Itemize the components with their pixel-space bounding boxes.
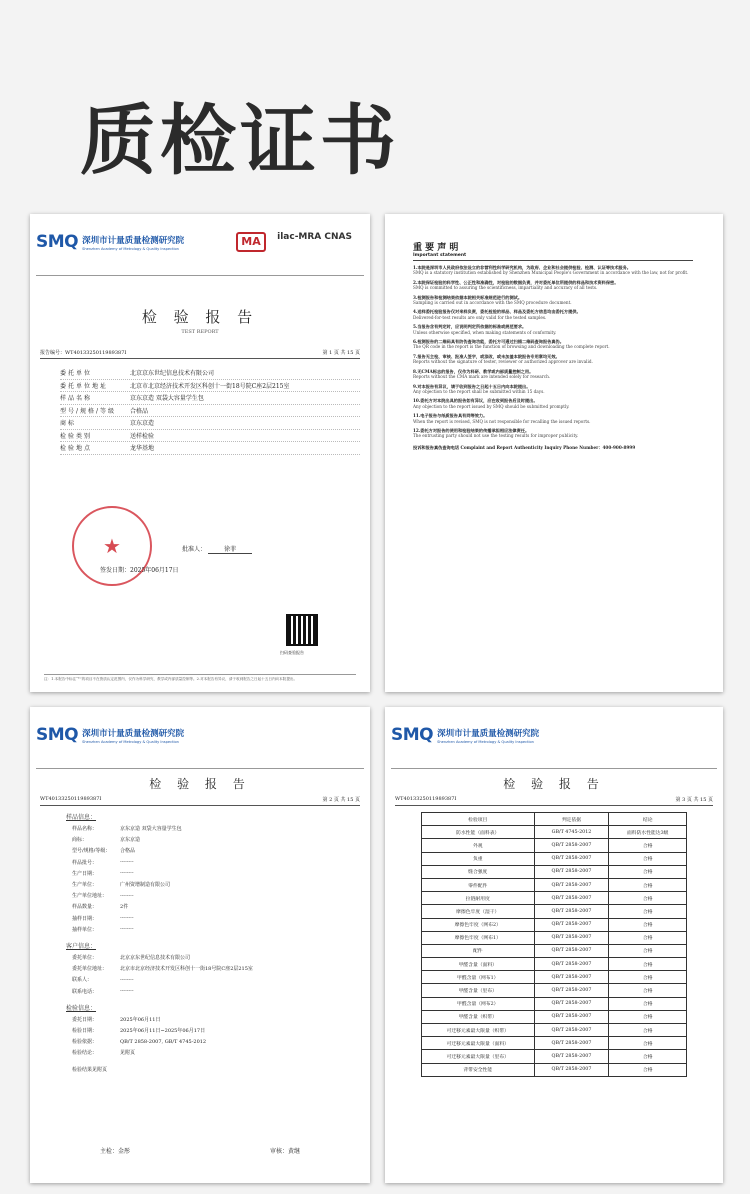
table-cell: QB/T 2858-2007 <box>534 958 609 971</box>
table-row <box>422 852 687 865</box>
report-number-row <box>40 349 360 359</box>
table-row <box>422 971 687 984</box>
clause-text-en: Reports without the CMA mark are intended solely for research. <box>413 374 551 380</box>
field-row <box>72 1025 360 1036</box>
field-label: 委托单位地址： <box>72 966 108 973</box>
field-label: 抽样单位： <box>72 926 98 933</box>
field-row <box>72 879 360 890</box>
field-label: 样品名称： <box>72 826 98 833</box>
table-cell: 合格 <box>609 839 687 852</box>
field-label: 生产单位地址： <box>72 893 108 900</box>
field-value: -------- <box>120 915 134 922</box>
reviewer-name: 黄继 <box>288 1148 301 1155</box>
smq-logo <box>36 725 184 745</box>
table-cell: QB/T 2858-2007 <box>534 971 609 984</box>
report-number: WT4013325011989387I <box>395 796 457 802</box>
cover-footer: 注：1.本报告中标注“*”的项目不在资质认定范围内，仅作为科学研究、教学或内部质量控制等。2.对本报告有异议，请于收到报告之日起十五日内向本院提出。 <box>44 674 356 683</box>
table-row <box>422 1037 687 1050</box>
statement-clause <box>413 369 699 380</box>
table-cell: 防水性能（面料表） <box>422 826 535 839</box>
table-cell: 摩擦色牢度（湿干） <box>422 905 535 918</box>
smq-logo <box>391 725 539 745</box>
field-row <box>72 1014 360 1025</box>
table-cell: 甲醛含量（里布） <box>422 984 535 997</box>
signers-row <box>30 1146 370 1155</box>
logo-name-en: Shenzhen Academy of Metrology & Quality Inspection <box>82 739 179 744</box>
field-value: 北京京东世纪信息技术有限公司 <box>130 370 215 378</box>
table-cell: 合格 <box>609 997 687 1010</box>
table-cell: QB/T 2858-2007 <box>534 878 609 891</box>
field-value: 合格品 <box>120 848 136 855</box>
field-label: 商标： <box>72 837 88 844</box>
field-label: 联系电话： <box>72 988 98 995</box>
field-value: -------- <box>120 988 134 995</box>
field-row <box>60 392 360 405</box>
field-row <box>60 430 360 443</box>
statement-subtitle: Important statement <box>413 253 693 261</box>
table-row <box>422 1024 687 1037</box>
table-cell: 合格 <box>609 878 687 891</box>
logo-mark: SMQ <box>391 725 434 745</box>
clause-text-en: Unless otherwise specified, when making statements of conformity. <box>413 329 557 335</box>
table-cell: QB/T 2858-2007 <box>534 997 609 1010</box>
field-row <box>60 417 360 430</box>
table-body <box>422 826 687 1077</box>
clause-text-en: When the report is revised, SMQ is not responsible for recalling the issued reports. <box>413 418 591 424</box>
table-row <box>422 918 687 931</box>
table-cell: 摩擦色牢度（网布2） <box>422 918 535 931</box>
table-row <box>422 839 687 852</box>
clause-text-cn: 2.本院保证检验的科学性、公正性和准确性，对检验的数据负责，并对委托单位所提供的样品和技术资料保密。 <box>413 279 619 285</box>
field-row <box>72 1036 360 1047</box>
table-cell: QB/T 2858-2007 <box>534 892 609 905</box>
field-value: -------- <box>120 976 134 983</box>
field-row <box>60 380 360 393</box>
field-row <box>72 890 360 901</box>
report-subtitle: TEST REPORT <box>181 329 219 335</box>
field-value: 京东京造 双袋大容量学生包 <box>130 395 204 403</box>
approver-label: 批准人： <box>182 546 207 553</box>
field-label: 型号/规格/等级： <box>72 848 111 855</box>
logo-mark: SMQ <box>36 232 79 252</box>
statement-page <box>385 214 723 692</box>
clause-text-en: Delivered-for-test results are only valid for the tested samples. <box>413 314 547 320</box>
field-value: -------- <box>120 926 134 933</box>
field-value: 见附页 <box>120 1050 136 1057</box>
field-label: 检验结论： <box>72 1050 98 1057</box>
table-cell: GB/T 4745-2012 <box>534 826 609 839</box>
report-title: 检 验 报 告 <box>503 777 605 791</box>
sample-fields <box>30 823 370 935</box>
clause-text-en: The entrusting party should not use the testing results for improper publicity. <box>413 433 579 439</box>
field-row <box>72 845 360 856</box>
table-row <box>422 1063 687 1076</box>
table-row <box>422 892 687 905</box>
table-cell: QB/T 2858-2007 <box>534 918 609 931</box>
table-cell: 合格 <box>609 971 687 984</box>
field-value: 2025年06月11日~2025年06月17日 <box>120 1027 206 1034</box>
approver-name: 徐菲 <box>208 546 252 554</box>
table-cell: 背带安全性能 <box>422 1063 535 1076</box>
field-row <box>72 952 360 963</box>
field-label: 抽样日期： <box>72 915 98 922</box>
clause-text-en: Any objection to the report issued by SMQ should be submitted promptly. <box>413 403 570 409</box>
client-fields <box>30 952 370 997</box>
page-number: 第 1 页 共 15 页 <box>322 350 360 356</box>
table-cell: 外观 <box>422 839 535 852</box>
table-cell: 合格 <box>609 1010 687 1023</box>
field-value: QB/T 2858-2007, GB/T 4745-2012 <box>120 1038 207 1045</box>
table-cell: 合格 <box>609 1037 687 1050</box>
clause-text-en: Reports without the signature of tester, reviewer or authorized approver are invalid. <box>413 359 593 365</box>
table-row <box>422 931 687 944</box>
table-header-row <box>422 813 687 826</box>
table-cell: 可迁移元素最大限量（织带） <box>422 1024 535 1037</box>
table-cell: QB/T 2858-2007 <box>534 984 609 997</box>
table-row <box>422 997 687 1010</box>
table-cell: 甲醛含量（网布1） <box>422 971 535 984</box>
table-cell: 合格 <box>609 918 687 931</box>
table-cell: QB/T 2858-2007 <box>534 905 609 918</box>
smq-logo <box>36 232 184 252</box>
table-cell: 合格 <box>609 1063 687 1076</box>
table-row <box>422 944 687 957</box>
clause-text-en: The QR code in the report is the function of browsing and downloading the complete report. <box>413 344 610 350</box>
field-value: 京东京造 <box>130 420 155 428</box>
table-cell: 零件配件 <box>422 878 535 891</box>
field-row <box>72 857 360 868</box>
clause-text-cn: 4.送样委托检验报告仅对来样负责，委托检验的样品、样品及委托方信息均由委托方提供。 <box>413 309 581 315</box>
issue-date: 签发日期：2025年06月17日 <box>100 567 179 574</box>
statement-clause <box>413 354 699 365</box>
field-row <box>72 985 360 996</box>
statement-clauses <box>385 265 723 439</box>
table-cell: 合格 <box>609 984 687 997</box>
client-section-title: 客户信息： <box>66 942 97 950</box>
table-cell: 拉链耐用度 <box>422 892 535 905</box>
table-cell: 可迁移元素最大限量（里布） <box>422 1050 535 1063</box>
statement-clause <box>413 339 699 350</box>
field-label: 检验地点 <box>60 445 93 453</box>
results-table <box>421 812 687 1077</box>
report-header <box>36 214 364 276</box>
table-cell: 合格 <box>609 905 687 918</box>
table-cell: 合格 <box>609 931 687 944</box>
clause-text-cn: 7.报告无主检、审核、批准人签字，或涂改，或未加盖本院报告专用章均无效。 <box>413 353 560 359</box>
field-value: -------- <box>120 870 134 877</box>
table-cell: 甲醛含量（网布2） <box>422 997 535 1010</box>
clause-text-cn: 5.当报告含有判定时，应说明判定所依据的标准或规范要求。 <box>413 324 527 330</box>
reviewer <box>270 1146 300 1155</box>
field-row <box>72 1047 360 1058</box>
report-cover-page <box>30 214 370 692</box>
field-row <box>72 963 360 974</box>
field-value: 北京京东世纪信息技术有限公司 <box>120 954 191 961</box>
table-cell: QB/T 2858-2007 <box>534 1024 609 1037</box>
contact-line: 投诉和报告真伪查询电话 Complaint and Report Authenticity Inquiry Phone Number：400-900-8999 <box>413 444 636 450</box>
table-row <box>422 878 687 891</box>
statement-clause <box>413 384 699 395</box>
field-row <box>60 405 360 418</box>
field-value: 京东京造 双袋大容量学生包 <box>120 826 182 833</box>
table-cell: QB/T 2858-2007 <box>534 1063 609 1076</box>
table-cell: 配件 <box>422 944 535 957</box>
clause-text-cn: 10.委托方对本院出具的报告如有异议，应在收到报告后及时提出。 <box>413 398 538 404</box>
clause-text-cn: 11.电子报告与纸质报告具有同等效力。 <box>413 413 488 419</box>
statement-clause <box>413 265 699 276</box>
clause-text-en: Sampling is carried out in accordance with the SMQ procedure document. <box>413 300 572 306</box>
page-number: 第 2 页 共 15 页 <box>322 797 360 803</box>
field-row <box>60 367 360 380</box>
field-label: 样品数量： <box>72 904 98 911</box>
table-cell: QB/T 2858-2007 <box>534 839 609 852</box>
cover-fields <box>30 367 370 455</box>
column-header: 结论 <box>609 813 687 826</box>
column-header: 判定依据 <box>534 813 609 826</box>
report-title: 检 验 报 告 <box>149 777 251 791</box>
logo-mark: SMQ <box>36 725 79 745</box>
field-label: 委托日期： <box>72 1016 98 1023</box>
field-value: -------- <box>120 892 134 899</box>
field-label: 委托单位： <box>72 954 98 961</box>
cnas-badge: ilac-MRA CNAS <box>277 232 352 242</box>
report-header <box>36 707 364 769</box>
official-stamp: ★ <box>72 506 152 586</box>
main-inspector-label: 主检： <box>99 1148 118 1155</box>
logo-name-en: Shenzhen Academy of Metrology & Quality Inspection <box>437 739 534 744</box>
statement-clause <box>413 324 699 335</box>
field-label: 商标 <box>60 420 77 428</box>
field-label: 联系人： <box>72 977 93 984</box>
field-label: 检验日期： <box>72 1027 98 1034</box>
field-value: 送样检验 <box>130 432 155 440</box>
field-row <box>72 924 360 935</box>
main-inspector-name: 金彤 <box>118 1148 131 1155</box>
field-row <box>72 823 360 834</box>
test-fields <box>30 1014 370 1059</box>
report-number-row <box>395 796 713 806</box>
table-cell: 合格 <box>609 1050 687 1063</box>
field-label: 检验类别 <box>60 432 93 440</box>
logo-name-cn: 深圳市计量质量检测研究院 <box>82 235 185 246</box>
table-cell: 甲醛含量（织带） <box>422 1010 535 1023</box>
statement-clause <box>413 413 699 424</box>
table-row <box>422 984 687 997</box>
field-value: 北京市北京经济技术开发区科创十一街18号院C座2层215室 <box>130 382 290 390</box>
table-cell: 甲醛含量（面料） <box>422 958 535 971</box>
field-row <box>60 442 360 455</box>
clause-text-cn: 1.本院是深圳市人民政府依法设立的非营利性科学研究机构，为政府、企业和社会提供检验、检测、认证等技术服务。 <box>413 265 631 270</box>
field-value: 合格品 <box>130 407 149 415</box>
clause-text-cn: 3.检测报告和检测结果依据本院相关标准规范进行的测试。 <box>413 294 523 300</box>
page-number: 第 3 页 共 15 页 <box>675 797 713 803</box>
statement-title: 重 要 声 明 <box>413 243 459 253</box>
field-value: 2件 <box>120 904 129 911</box>
report-header <box>391 707 717 769</box>
logo-name-cn: 深圳市计量质量检测研究院 <box>82 728 185 739</box>
table-cell: 合格 <box>609 1024 687 1037</box>
test-section-title: 检验信息： <box>66 1004 97 1012</box>
field-label: 样品名称 <box>60 395 93 403</box>
table-row <box>422 1010 687 1023</box>
approver-row <box>182 544 370 553</box>
table-cell: 面料防水性能达3级 <box>609 826 687 839</box>
qr-caption: 扫码查验报告 <box>280 650 304 655</box>
table-cell: 合格 <box>609 865 687 878</box>
report-number: WT4013325011989387I <box>40 796 102 802</box>
table-cell: QB/T 2858-2007 <box>534 944 609 957</box>
clause-text-en: SMQ is committed to assuring the scientificness, impartiality and accuracy of all tests. <box>413 285 598 291</box>
table-cell: QB/T 2858-2007 <box>534 931 609 944</box>
statement-clause <box>413 309 699 320</box>
field-row <box>72 834 360 845</box>
table-cell: QB/T 2858-2007 <box>534 852 609 865</box>
logo-name-cn: 深圳市计量质量检测研究院 <box>437 728 540 739</box>
table-cell: 合格 <box>609 892 687 905</box>
table-cell: QB/T 2858-2007 <box>534 1050 609 1063</box>
table-row <box>422 1050 687 1063</box>
table-row <box>422 958 687 971</box>
page-title: 质检证书 <box>80 96 400 185</box>
field-label: 生产日期： <box>72 870 98 877</box>
cma-badge: MA <box>236 232 266 252</box>
field-label: 样品批号： <box>72 859 98 866</box>
field-row <box>72 974 360 985</box>
field-row <box>72 901 360 912</box>
signature-area <box>30 544 370 574</box>
field-label: 委托单位 <box>60 370 93 378</box>
field-label: 检验依据： <box>72 1039 98 1046</box>
table-row <box>422 865 687 878</box>
table-row <box>422 905 687 918</box>
table-cell: 缝合强度 <box>422 865 535 878</box>
clause-text-cn: 8.无CMA标志的报告，仅作为科研、教学或内部质量控制之用。 <box>413 368 534 374</box>
report-info-page <box>30 707 370 1183</box>
statement-clause <box>413 428 699 439</box>
statement-clause <box>413 280 699 291</box>
field-row <box>72 868 360 879</box>
field-value: 京东京造 <box>120 837 141 844</box>
table-cell: 合格 <box>609 944 687 957</box>
report-number: 报告编号：WT4013325011989387I <box>40 350 127 356</box>
table-cell: QB/T 2858-2007 <box>534 1010 609 1023</box>
field-value: -------- <box>120 859 134 866</box>
table-cell: QB/T 2858-2007 <box>534 865 609 878</box>
table-cell: 摩擦色牢度（网布1） <box>422 931 535 944</box>
report-title: 检 验 报 告 <box>141 308 259 326</box>
table-cell: 可迁移元素最大限量（面料） <box>422 1037 535 1050</box>
table-cell: 合格 <box>609 852 687 865</box>
table-cell: 负重 <box>422 852 535 865</box>
table-cell: QB/T 2858-2007 <box>534 1037 609 1050</box>
clause-text-cn: 6.检测报告的二维码具有防伪查询功能，委托方可通过扫描二维码查询报告真伪。 <box>413 339 564 345</box>
table-cell: 合格 <box>609 958 687 971</box>
field-value: 龙华基地 <box>130 445 155 453</box>
logo-name-en: Shenzhen Academy of Metrology & Quality Inspection <box>82 246 179 251</box>
clause-text-en: Any objection to the report shall be submitted within 15 days. <box>413 388 545 394</box>
reviewer-label: 审核： <box>269 1148 288 1155</box>
field-label: 委托单位地址 <box>60 382 109 390</box>
statement-clause <box>413 398 699 409</box>
field-value: 2025年06月11日 <box>120 1016 161 1023</box>
report-number-row <box>40 796 360 806</box>
statement-clause <box>413 295 699 306</box>
main-inspector <box>100 1146 130 1155</box>
clause-text-cn: 9.对本报告有异议，请于收到报告之日起十五日内向本院提出。 <box>413 383 531 389</box>
field-label: 生产单位： <box>72 882 98 889</box>
table-row <box>422 826 687 839</box>
qr-code[interactable] <box>286 614 318 646</box>
clause-text-en: SMQ is a statutory institution established by Shenzhen Municipal People's Government in accordance with the law, not for profit. <box>413 270 689 276</box>
field-value: 广州资增制造有限公司 <box>120 882 171 889</box>
column-header: 检验项目 <box>422 813 535 826</box>
field-label: 型号/规格/等级 <box>60 407 117 415</box>
result-note: 检验结果见附页 <box>72 1067 108 1074</box>
sample-section-title: 样品信息： <box>66 814 97 821</box>
report-results-page <box>385 707 723 1183</box>
clause-text-cn: 12.委托方对报告的使用和检验结果的传播承担相应法律责任。 <box>413 427 530 433</box>
field-value: 北京市北京经济技术开发区科创十一街18号院C座2层215室 <box>120 966 253 973</box>
field-row <box>72 913 360 924</box>
